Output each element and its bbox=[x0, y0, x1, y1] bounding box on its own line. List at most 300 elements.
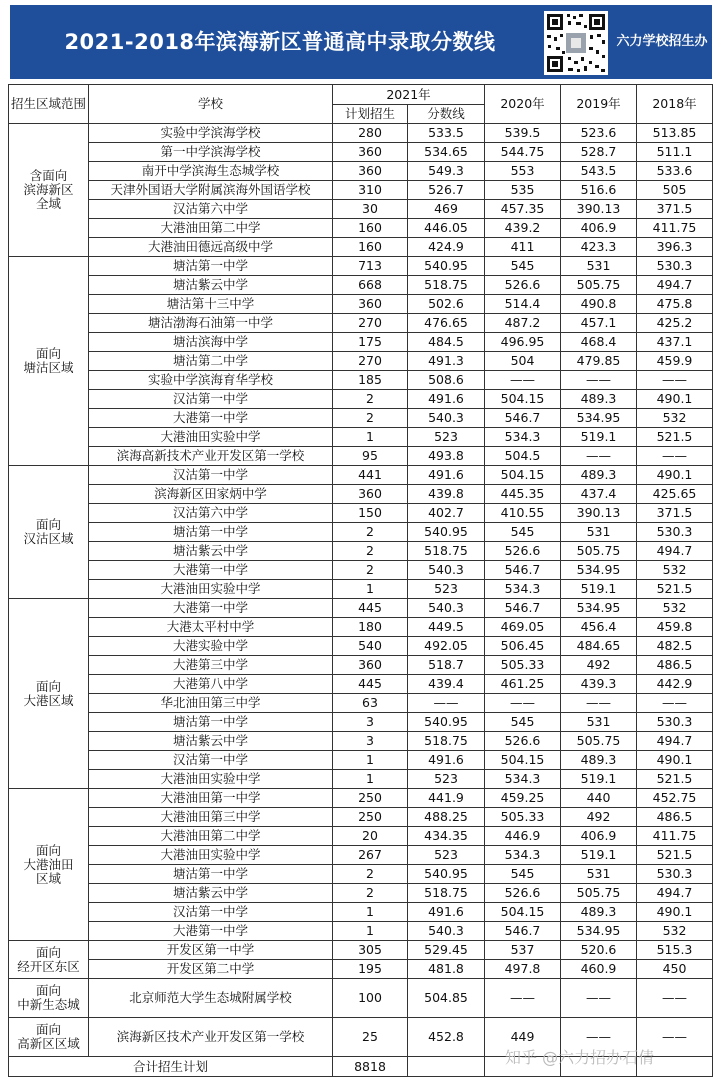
plan-cell: 3 bbox=[333, 713, 408, 732]
school-cell: 塘沽紫云中学 bbox=[89, 276, 333, 295]
score-2019-cell: 390.13 bbox=[561, 200, 637, 219]
plan-cell: 195 bbox=[333, 960, 408, 979]
score-2018-cell: 513.85 bbox=[637, 124, 713, 143]
score-2019-cell: 489.3 bbox=[561, 903, 637, 922]
score-cell: 439.4 bbox=[408, 675, 485, 694]
plan-cell: 270 bbox=[333, 314, 408, 333]
score-2018-cell: 511.1 bbox=[637, 143, 713, 162]
region-line: 大港区域 bbox=[23, 692, 74, 708]
score-2020-cell: 553 bbox=[485, 162, 561, 181]
header-2019: 2019年 bbox=[561, 85, 637, 124]
score-cell: 488.25 bbox=[408, 808, 485, 827]
score-2020-cell: 504.5 bbox=[485, 447, 561, 466]
score-2018-cell: 425.65 bbox=[637, 485, 713, 504]
score-2018-cell: 490.1 bbox=[637, 751, 713, 770]
score-2019-cell: 439.3 bbox=[561, 675, 637, 694]
table-row bbox=[9, 827, 713, 846]
score-cell: 518.75 bbox=[408, 276, 485, 295]
table-row bbox=[9, 580, 713, 599]
table-row bbox=[9, 162, 713, 181]
plan-cell: 20 bbox=[333, 827, 408, 846]
score-cell: —— bbox=[408, 694, 485, 713]
region-cell bbox=[9, 789, 89, 941]
school-cell: 汉沽第一中学 bbox=[89, 466, 333, 485]
region-line: 高新区区域 bbox=[17, 1036, 80, 1051]
region-cell bbox=[9, 466, 89, 599]
score-2019-cell: 479.85 bbox=[561, 352, 637, 371]
score-2020-cell: 534.3 bbox=[485, 846, 561, 865]
plan-cell: 2 bbox=[333, 865, 408, 884]
table-row bbox=[9, 789, 713, 808]
table-row bbox=[9, 390, 713, 409]
score-2020-cell: 496.95 bbox=[485, 333, 561, 352]
table-row bbox=[9, 181, 713, 200]
score-cell: 518.75 bbox=[408, 732, 485, 751]
score-2019-cell: 468.4 bbox=[561, 333, 637, 352]
score-2020-cell: 457.35 bbox=[485, 200, 561, 219]
plan-cell: 150 bbox=[333, 504, 408, 523]
plan-cell: 160 bbox=[333, 238, 408, 257]
score-2018-cell: 494.7 bbox=[637, 542, 713, 561]
score-2019-cell: 516.6 bbox=[561, 181, 637, 200]
table-row bbox=[9, 675, 713, 694]
school-cell: 华北油田第三中学 bbox=[89, 694, 333, 713]
score-cell: 534.65 bbox=[408, 143, 485, 162]
region-line: 汉沽区域 bbox=[23, 531, 74, 546]
score-2019-cell: 531 bbox=[561, 713, 637, 732]
school-cell: 塘沽滨海中学 bbox=[89, 333, 333, 352]
score-2019-cell: 406.9 bbox=[561, 219, 637, 238]
table-row bbox=[9, 865, 713, 884]
score-2018-cell: 532 bbox=[637, 599, 713, 618]
score-2020-cell: 449 bbox=[485, 1018, 561, 1057]
score-2018-cell: 521.5 bbox=[637, 428, 713, 447]
score-2018-cell: 521.5 bbox=[637, 580, 713, 599]
plan-cell: 445 bbox=[333, 675, 408, 694]
plan-cell: 668 bbox=[333, 276, 408, 295]
score-2020-cell: —— bbox=[485, 979, 561, 1018]
school-cell: 塘沽第一中学 bbox=[89, 257, 333, 276]
region-line: 面向 bbox=[35, 1022, 61, 1037]
score-2019-cell: 489.3 bbox=[561, 390, 637, 409]
score-2020-cell: 446.9 bbox=[485, 827, 561, 846]
school-cell: 汉沽第六中学 bbox=[89, 200, 333, 219]
score-2019-cell: 543.5 bbox=[561, 162, 637, 181]
score-2019-cell: 390.13 bbox=[561, 504, 637, 523]
plan-cell: 441 bbox=[333, 466, 408, 485]
score-2019-cell: 505.75 bbox=[561, 884, 637, 903]
school-cell: 汉沽第一中学 bbox=[89, 903, 333, 922]
school-cell: 大港第一中学 bbox=[89, 599, 333, 618]
score-2018-cell: 532 bbox=[637, 561, 713, 580]
plan-cell: 1 bbox=[333, 580, 408, 599]
score-2018-cell: 533.6 bbox=[637, 162, 713, 181]
score-cell: 540.3 bbox=[408, 922, 485, 941]
plan-cell: 95 bbox=[333, 447, 408, 466]
score-cell: 540.3 bbox=[408, 561, 485, 580]
score-cell: 493.8 bbox=[408, 447, 485, 466]
school-cell: 实验中学滨海育华学校 bbox=[89, 371, 333, 390]
score-cell: 518.7 bbox=[408, 656, 485, 675]
score-2019-cell: —— bbox=[561, 371, 637, 390]
score-2019-cell: 531 bbox=[561, 523, 637, 542]
score-2018-cell: 530.3 bbox=[637, 523, 713, 542]
score-cell: 491.3 bbox=[408, 352, 485, 371]
score-2018-cell: 442.9 bbox=[637, 675, 713, 694]
score-cell: 491.6 bbox=[408, 751, 485, 770]
score-2018-cell: 459.8 bbox=[637, 618, 713, 637]
plan-cell: 25 bbox=[333, 1018, 408, 1057]
plan-cell: 1 bbox=[333, 770, 408, 789]
school-cell: 大港油田第二中学 bbox=[89, 827, 333, 846]
score-2018-cell: 490.1 bbox=[637, 903, 713, 922]
plan-cell: 360 bbox=[333, 295, 408, 314]
score-2018-cell: 490.1 bbox=[637, 466, 713, 485]
table-row bbox=[9, 542, 713, 561]
school-cell: 汉沽第一中学 bbox=[89, 751, 333, 770]
plan-cell: 250 bbox=[333, 789, 408, 808]
header-score: 分数线 bbox=[408, 105, 485, 124]
score-2018-cell: 482.5 bbox=[637, 637, 713, 656]
score-2019-cell: 457.1 bbox=[561, 314, 637, 333]
score-2020-cell: 439.2 bbox=[485, 219, 561, 238]
plan-cell: 267 bbox=[333, 846, 408, 865]
school-cell: 大港太平村中学 bbox=[89, 618, 333, 637]
table-row bbox=[9, 599, 713, 618]
score-2020-cell: 504.15 bbox=[485, 751, 561, 770]
plan-cell: 360 bbox=[333, 656, 408, 675]
score-cell: 540.3 bbox=[408, 599, 485, 618]
score-2019-cell: 492 bbox=[561, 808, 637, 827]
table-row bbox=[9, 732, 713, 751]
score-cell: 484.5 bbox=[408, 333, 485, 352]
table-row bbox=[9, 409, 713, 428]
table-row bbox=[9, 333, 713, 352]
plan-cell: 360 bbox=[333, 162, 408, 181]
score-2019-cell: —— bbox=[561, 447, 637, 466]
score-2020-cell: 445.35 bbox=[485, 485, 561, 504]
score-2018-cell: 530.3 bbox=[637, 713, 713, 732]
plan-cell: 270 bbox=[333, 352, 408, 371]
score-cell: 424.9 bbox=[408, 238, 485, 257]
plan-cell: 1 bbox=[333, 751, 408, 770]
plan-cell: 445 bbox=[333, 599, 408, 618]
score-2019-cell: 534.95 bbox=[561, 409, 637, 428]
score-cell: 540.3 bbox=[408, 409, 485, 428]
region-line: 含面向 bbox=[29, 168, 68, 183]
school-cell: 大港第一中学 bbox=[89, 409, 333, 428]
region-line: 面向 bbox=[35, 678, 61, 694]
score-2018-cell: 450 bbox=[637, 960, 713, 979]
table-row bbox=[9, 561, 713, 580]
table-row bbox=[9, 884, 713, 903]
score-2018-cell: 490.1 bbox=[637, 390, 713, 409]
score-2019-cell: 489.3 bbox=[561, 751, 637, 770]
school-cell: 大港油田第一中学 bbox=[89, 789, 333, 808]
table-row bbox=[9, 713, 713, 732]
region-line: 塘沽区域 bbox=[23, 360, 74, 375]
score-2020-cell: 534.3 bbox=[485, 770, 561, 789]
score-2019-cell: 520.6 bbox=[561, 941, 637, 960]
score-2019-cell: 534.95 bbox=[561, 599, 637, 618]
score-cell: 452.8 bbox=[408, 1018, 485, 1057]
header-2020: 2020年 bbox=[485, 85, 561, 124]
score-cell: 449.5 bbox=[408, 618, 485, 637]
table-row bbox=[9, 371, 713, 390]
brand-label: 六力学校招生办 bbox=[616, 34, 708, 49]
region-cell bbox=[9, 257, 89, 466]
table-row bbox=[9, 504, 713, 523]
table-row bbox=[9, 656, 713, 675]
plan-cell: 360 bbox=[333, 143, 408, 162]
score-cell: 441.9 bbox=[408, 789, 485, 808]
score-2020-cell: —— bbox=[485, 371, 561, 390]
table-row bbox=[9, 276, 713, 295]
score-2018-cell: 515.3 bbox=[637, 941, 713, 960]
score-2020-cell: 469.05 bbox=[485, 618, 561, 637]
school-cell: 大港第八中学 bbox=[89, 675, 333, 694]
school-cell: 大港第一中学 bbox=[89, 922, 333, 941]
score-cell: 518.75 bbox=[408, 542, 485, 561]
score-2018-cell: —— bbox=[637, 694, 713, 713]
score-cell: 502.6 bbox=[408, 295, 485, 314]
table-row bbox=[9, 979, 713, 1018]
school-cell: 塘沽第一中学 bbox=[89, 713, 333, 732]
header-plan: 计划招生 bbox=[333, 105, 408, 124]
score-cell: 523 bbox=[408, 846, 485, 865]
plan-cell: 305 bbox=[333, 941, 408, 960]
school-cell: 滨海新区技术产业开发区第一学校 bbox=[89, 1018, 333, 1057]
table-row bbox=[9, 846, 713, 865]
table-row bbox=[9, 618, 713, 637]
header bbox=[0, 0, 720, 85]
score-2018-cell: 505 bbox=[637, 181, 713, 200]
admission-score-table bbox=[8, 84, 713, 1077]
score-2019-cell: 437.4 bbox=[561, 485, 637, 504]
plan-cell: 360 bbox=[333, 485, 408, 504]
score-2018-cell: 452.75 bbox=[637, 789, 713, 808]
score-2020-cell: 504.15 bbox=[485, 903, 561, 922]
score-cell: 529.45 bbox=[408, 941, 485, 960]
plan-cell: 2 bbox=[333, 409, 408, 428]
score-2019-cell: 505.75 bbox=[561, 276, 637, 295]
table-row bbox=[9, 637, 713, 656]
score-2018-cell: 532 bbox=[637, 922, 713, 941]
plan-cell: 1 bbox=[333, 428, 408, 447]
score-2019-cell: —— bbox=[561, 1018, 637, 1057]
score-cell: 434.35 bbox=[408, 827, 485, 846]
table-row bbox=[9, 960, 713, 979]
score-cell: 491.6 bbox=[408, 903, 485, 922]
region-line: 经开区东区 bbox=[17, 958, 80, 974]
score-2020-cell: 505.33 bbox=[485, 656, 561, 675]
score-2018-cell: 532 bbox=[637, 409, 713, 428]
region-line: 中新生态城 bbox=[17, 997, 80, 1012]
school-cell: 大港油田实验中学 bbox=[89, 770, 333, 789]
score-2020-cell: 546.7 bbox=[485, 409, 561, 428]
score-2020-cell: 461.25 bbox=[485, 675, 561, 694]
score-cell: 540.95 bbox=[408, 523, 485, 542]
score-2018-cell: 371.5 bbox=[637, 200, 713, 219]
score-2019-cell: 423.3 bbox=[561, 238, 637, 257]
table-row bbox=[9, 295, 713, 314]
plan-cell: 2 bbox=[333, 390, 408, 409]
score-cell: 402.7 bbox=[408, 504, 485, 523]
table-row bbox=[9, 238, 713, 257]
score-cell: 491.6 bbox=[408, 390, 485, 409]
header-region: 招生区域范围 bbox=[9, 85, 89, 124]
score-2020-cell: 506.45 bbox=[485, 637, 561, 656]
school-cell: 大港油田第三中学 bbox=[89, 808, 333, 827]
score-2020-cell: 410.55 bbox=[485, 504, 561, 523]
score-2019-cell: 484.65 bbox=[561, 637, 637, 656]
plan-cell: 30 bbox=[333, 200, 408, 219]
school-cell: 大港油田第二中学 bbox=[89, 219, 333, 238]
score-2020-cell: 545 bbox=[485, 523, 561, 542]
plan-cell: 63 bbox=[333, 694, 408, 713]
plan-cell: 1 bbox=[333, 922, 408, 941]
score-cell: 526.7 bbox=[408, 181, 485, 200]
score-cell: 446.05 bbox=[408, 219, 485, 238]
score-2019-cell: 534.95 bbox=[561, 922, 637, 941]
plan-cell: 250 bbox=[333, 808, 408, 827]
score-2020-cell: 546.7 bbox=[485, 561, 561, 580]
table-row bbox=[9, 200, 713, 219]
score-2020-cell: 545 bbox=[485, 865, 561, 884]
score-cell: 481.8 bbox=[408, 960, 485, 979]
table-row bbox=[9, 447, 713, 466]
score-2020-cell: 505.33 bbox=[485, 808, 561, 827]
score-2019-cell: 519.1 bbox=[561, 770, 637, 789]
plan-cell: 2 bbox=[333, 561, 408, 580]
table-row bbox=[9, 922, 713, 941]
school-cell: 第一中学滨海学校 bbox=[89, 143, 333, 162]
score-2020-cell: 526.6 bbox=[485, 276, 561, 295]
score-2018-cell: 494.7 bbox=[637, 276, 713, 295]
score-2018-cell: 411.75 bbox=[637, 827, 713, 846]
score-2018-cell: 459.9 bbox=[637, 352, 713, 371]
score-cell: 439.8 bbox=[408, 485, 485, 504]
table-row bbox=[9, 751, 713, 770]
table-row bbox=[9, 352, 713, 371]
score-2019-cell: 519.1 bbox=[561, 846, 637, 865]
score-2019-cell: 406.9 bbox=[561, 827, 637, 846]
score-2020-cell: 545 bbox=[485, 713, 561, 732]
plan-cell: 100 bbox=[333, 979, 408, 1018]
table-row bbox=[9, 143, 713, 162]
score-2018-cell: 475.8 bbox=[637, 295, 713, 314]
plan-cell: 175 bbox=[333, 333, 408, 352]
score-cell: 492.05 bbox=[408, 637, 485, 656]
score-cell: 549.3 bbox=[408, 162, 485, 181]
score-2019-cell: 523.6 bbox=[561, 124, 637, 143]
score-2019-cell: 505.75 bbox=[561, 542, 637, 561]
score-2019-cell: 460.9 bbox=[561, 960, 637, 979]
school-cell: 大港油田实验中学 bbox=[89, 428, 333, 447]
total-label: 合计招生计划 bbox=[9, 1057, 333, 1077]
score-2018-cell: 494.7 bbox=[637, 732, 713, 751]
watermark: 知乎 @六力招办石倩 bbox=[505, 1048, 655, 1067]
table-body bbox=[9, 124, 713, 1057]
region-line: 滨海新区 bbox=[23, 182, 74, 197]
school-cell: 汉沽第一中学 bbox=[89, 390, 333, 409]
score-cell: 504.85 bbox=[408, 979, 485, 1018]
region-line: 大港油田 bbox=[23, 856, 74, 872]
score-2019-cell: 440 bbox=[561, 789, 637, 808]
score-2018-cell: 425.2 bbox=[637, 314, 713, 333]
score-2020-cell: 537 bbox=[485, 941, 561, 960]
region-line: 面向 bbox=[35, 944, 61, 960]
score-cell: 469 bbox=[408, 200, 485, 219]
header-school: 学校 bbox=[89, 85, 333, 124]
plan-cell: 2 bbox=[333, 884, 408, 903]
table-row bbox=[9, 428, 713, 447]
school-cell: 开发区第一中学 bbox=[89, 941, 333, 960]
plan-cell: 1 bbox=[333, 903, 408, 922]
region-line: 面向 bbox=[35, 517, 61, 532]
score-2018-cell: —— bbox=[637, 1018, 713, 1057]
score-2020-cell: 459.25 bbox=[485, 789, 561, 808]
score-2020-cell: 526.6 bbox=[485, 884, 561, 903]
table-row bbox=[9, 903, 713, 922]
region-cell bbox=[9, 599, 89, 789]
score-cell: 523 bbox=[408, 428, 485, 447]
table-row bbox=[9, 808, 713, 827]
plan-cell: 185 bbox=[333, 371, 408, 390]
plan-cell: 2 bbox=[333, 542, 408, 561]
score-2020-cell: 497.8 bbox=[485, 960, 561, 979]
score-2020-cell: 526.6 bbox=[485, 732, 561, 751]
plan-cell: 3 bbox=[333, 732, 408, 751]
school-cell: 滨海新区田家炳中学 bbox=[89, 485, 333, 504]
score-2019-cell: 528.7 bbox=[561, 143, 637, 162]
score-cell: 533.5 bbox=[408, 124, 485, 143]
school-cell: 大港第一中学 bbox=[89, 561, 333, 580]
table-row bbox=[9, 770, 713, 789]
score-2019-cell: 492 bbox=[561, 656, 637, 675]
score-2018-cell: 530.3 bbox=[637, 257, 713, 276]
score-2018-cell: 486.5 bbox=[637, 656, 713, 675]
score-2020-cell: 534.3 bbox=[485, 428, 561, 447]
qr-code-icon bbox=[544, 11, 608, 75]
score-2020-cell: 504 bbox=[485, 352, 561, 371]
table-row bbox=[9, 466, 713, 485]
score-cell: 491.6 bbox=[408, 466, 485, 485]
table-row bbox=[9, 523, 713, 542]
score-2018-cell: —— bbox=[637, 371, 713, 390]
score-2020-cell: 526.6 bbox=[485, 542, 561, 561]
score-2020-cell: 411 bbox=[485, 238, 561, 257]
school-cell: 塘沽第十三中学 bbox=[89, 295, 333, 314]
score-2019-cell: 490.8 bbox=[561, 295, 637, 314]
score-2020-cell: 504.15 bbox=[485, 466, 561, 485]
score-2018-cell: —— bbox=[637, 979, 713, 1018]
score-2018-cell: 494.7 bbox=[637, 884, 713, 903]
header-2021: 2021年 bbox=[333, 85, 485, 105]
score-2020-cell: 535 bbox=[485, 181, 561, 200]
region-line: 区域 bbox=[35, 870, 61, 886]
score-cell: 508.6 bbox=[408, 371, 485, 390]
score-2018-cell: 411.75 bbox=[637, 219, 713, 238]
table-row bbox=[9, 941, 713, 960]
score-2018-cell: 437.1 bbox=[637, 333, 713, 352]
total-empty-cell bbox=[408, 1057, 485, 1077]
region-line: 全域 bbox=[35, 196, 61, 211]
score-2018-cell: —— bbox=[637, 447, 713, 466]
plan-cell: 180 bbox=[333, 618, 408, 637]
school-cell: 大港实验中学 bbox=[89, 637, 333, 656]
school-cell: 滨海高新技术产业开发区第一学校 bbox=[89, 447, 333, 466]
